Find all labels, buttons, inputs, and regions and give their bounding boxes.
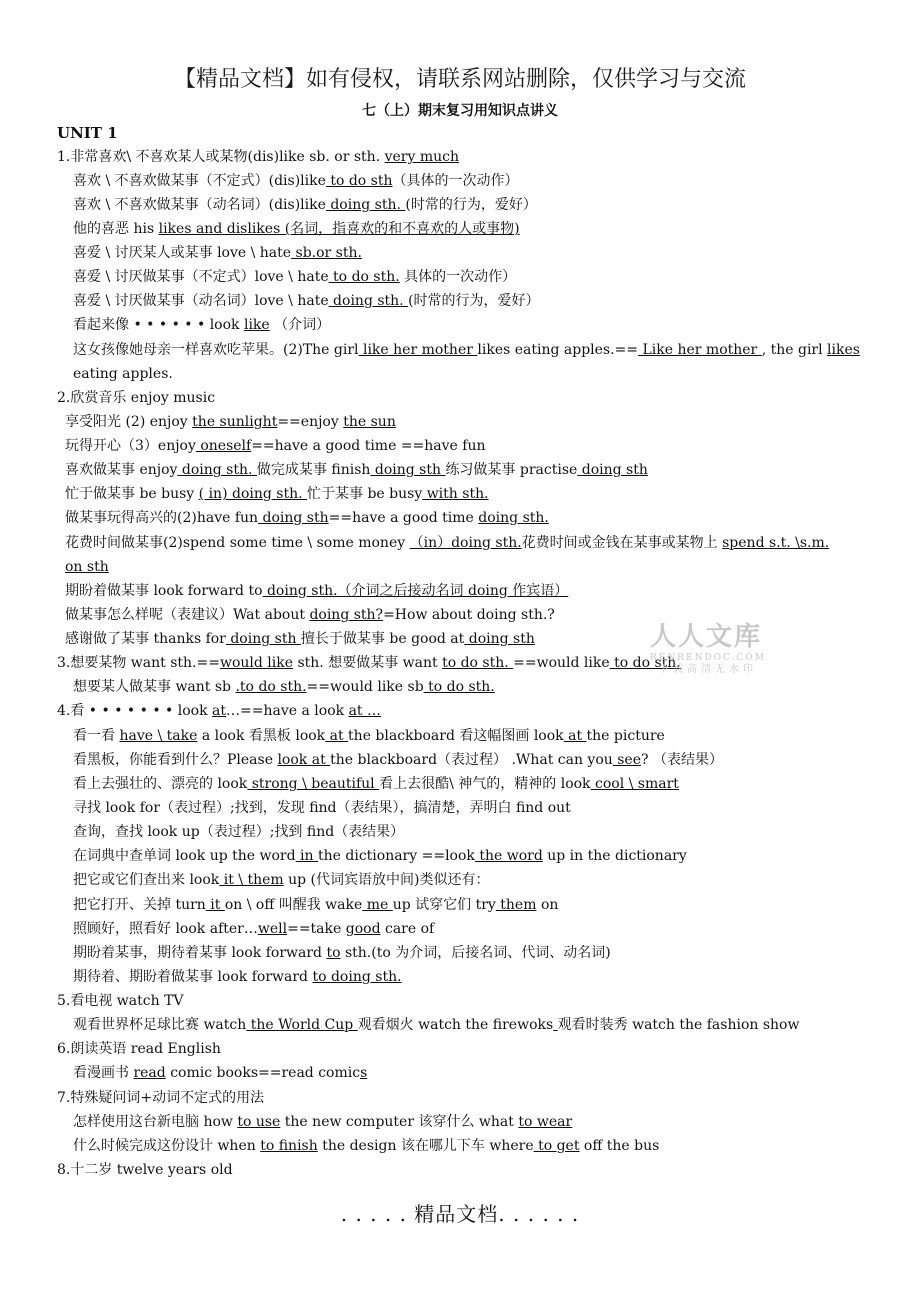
note-line	[65, 485, 489, 503]
text-segment: the blackboard 看这幅图画 look	[348, 728, 564, 744]
text-segment: 忙于某事 be busy	[307, 486, 423, 502]
underlined-text: to do sth.	[609, 655, 681, 671]
text-segment: 看上去强壮的、漂亮的 look	[73, 776, 248, 792]
underlined-text: doing sth.	[328, 293, 409, 309]
text-segment: 想要某人做某事 want sb	[73, 679, 236, 695]
underlined-text: doing sth	[258, 510, 329, 526]
text-segment: 做某事玩得高兴的(2)have fun	[65, 510, 259, 526]
text-segment: 做某事怎么样呢（表建议）Wat about	[65, 607, 310, 623]
text-segment: （具体的一次动作）	[392, 173, 519, 189]
text-segment: ==would like	[513, 655, 610, 671]
text-segment: 花费时间做某事(2)spend some time \ some money	[65, 535, 410, 551]
underlined-text: to get	[533, 1138, 580, 1154]
underlined-text: oneself	[195, 438, 252, 454]
note-line	[73, 341, 860, 359]
text-segment: 喜欢 \ 不喜欢做某事（动名词）(dis)like	[73, 197, 326, 213]
text-segment: 2.欣赏音乐 enjoy music	[57, 390, 216, 406]
underlined-text: to finish	[260, 1138, 318, 1154]
underlined-text: doing sth	[370, 462, 446, 478]
text-segment: ==have a good time	[328, 510, 479, 526]
underlined-text: have \ take	[119, 728, 198, 744]
note-line	[57, 389, 215, 407]
text-segment: 这女孩像她母亲一样喜欢吃苹果。(2)The girl	[73, 342, 359, 358]
text-segment: the picture	[586, 728, 665, 744]
note-line	[73, 896, 558, 914]
underlined-text: the word	[474, 848, 543, 864]
text-segment: 5.看电视 watch TV	[57, 993, 184, 1009]
underlined-text: doing sth.	[325, 197, 406, 213]
unit-heading: UNIT 1	[57, 124, 118, 142]
underlined-text: to do sth	[325, 173, 393, 189]
underlined-text: well	[257, 921, 288, 937]
underlined-text: doing sth.（介词之后接动名词 doing 作宾语）	[262, 583, 569, 599]
text-segment: 喜欢 \ 不喜欢做某事（不定式）(dis)like	[73, 173, 326, 189]
underlined-text: the World Cup	[246, 1017, 358, 1033]
note-line	[73, 727, 665, 745]
text-segment: comic books==read comic	[165, 1065, 361, 1081]
text-segment: 喜爱 \ 讨厌某人或某事 love \ hate	[73, 245, 292, 261]
text-segment: 6.朗读英语 read English	[57, 1041, 221, 1057]
underlined-text: doing sth?	[309, 607, 384, 623]
underlined-text: at	[212, 703, 227, 719]
underlined-text: to wear	[518, 1114, 573, 1130]
note-line	[73, 196, 537, 214]
note-line	[73, 292, 540, 310]
underlined-text: at	[563, 728, 587, 744]
text-segment: 期待着、期盼着做某事 look forward	[73, 969, 313, 985]
text-segment: 什么时候完成这份设计 when	[73, 1138, 261, 1154]
note-line	[73, 244, 362, 262]
note-line	[73, 1137, 659, 1155]
underlined-text: strong \ beautiful	[247, 776, 380, 792]
text-segment: 做完成某事 finish	[256, 462, 371, 478]
underlined-text: good	[345, 921, 381, 937]
underlined-text: to do sth.	[328, 269, 400, 285]
underlined-text: it \ them	[219, 872, 284, 888]
text-segment: 在词典中查单词 look up the word	[73, 848, 296, 864]
text-segment: the new computer 该穿什么 what	[280, 1114, 519, 1130]
text-segment: 具体的一次动作）	[399, 269, 517, 285]
note-line	[57, 148, 459, 166]
underlined-text: likes and dislikes (名词，指喜欢的和不喜欢的人或事物)	[158, 221, 520, 237]
underlined-text: .to do sth.	[235, 679, 307, 695]
watermark-tagline: 下载高清无水印	[658, 664, 757, 675]
underlined-text: it	[205, 897, 225, 913]
note-line	[65, 413, 396, 431]
text-segment: (时常的行为，爱好）	[408, 293, 540, 309]
text-segment: （介词）	[269, 317, 331, 333]
note-line	[57, 992, 184, 1010]
note-line	[73, 920, 434, 938]
text-segment: ==take	[287, 921, 346, 937]
underlined-text: like her mother	[358, 342, 478, 358]
note-line	[73, 799, 571, 817]
underlined-text: cool \ smart	[590, 776, 679, 792]
underlined-text: ( in) doing sth.	[198, 486, 308, 502]
text-segment: 看上去很酷\ 神气的，精神的 look	[379, 776, 591, 792]
underlined-text: with sth.	[422, 486, 489, 502]
text-segment: likes eating apples.==	[477, 342, 639, 358]
text-segment: …==have a look	[226, 703, 349, 719]
text-segment: 把它打开、关掉 turn	[73, 897, 206, 913]
text-segment: =How about doing sth.?	[383, 607, 555, 623]
note-line	[73, 823, 404, 841]
text-segment: the design 该在哪儿下车 where	[317, 1138, 534, 1154]
text-segment: 寻找 look for（表过程）;找到，发现 find（表结果），搞清楚，弄明白 find out	[73, 800, 571, 816]
underlined-text: sb.or sth.	[291, 245, 362, 261]
note-line	[73, 316, 330, 334]
text-segment: ==would like sb	[306, 679, 424, 695]
underlined-text: the sun	[343, 414, 396, 430]
text-segment: sth.(to 为介词，后接名词、代词、动名词)	[340, 945, 611, 961]
note-line	[65, 461, 648, 479]
note-line	[57, 1089, 264, 1107]
note-line	[73, 1016, 799, 1034]
text-segment: up (代词宾语放中间)类似还有：	[283, 872, 490, 888]
text-segment: 期盼着做某事 look forward to	[65, 583, 263, 599]
underlined-text: doing sth.	[177, 462, 257, 478]
copyright-banner: 【精品文档】如有侵权，请联系网站删除，仅供学习与交流	[173, 67, 746, 92]
note-line	[73, 220, 520, 238]
text-segment: 看黑板，你能看到什么？Please	[73, 752, 278, 768]
note-line	[73, 751, 723, 769]
note-line	[73, 847, 687, 865]
page-footer: . . . . . 精品文档. . . . . .	[340, 1202, 580, 1226]
note-line	[73, 968, 402, 986]
text-segment: ==have a good time ==have fun	[251, 438, 486, 454]
text-segment: up in the dictionary	[542, 848, 687, 864]
underlined-text: see	[612, 752, 641, 768]
underlined-text: to use	[237, 1114, 281, 1130]
underlined-text: in	[295, 848, 318, 864]
underlined-text: at	[325, 728, 349, 744]
text-segment: off the bus	[579, 1138, 660, 1154]
text-segment: 看漫画书	[73, 1065, 134, 1081]
text-segment: , the girl	[761, 342, 828, 358]
text-segment: the blackboard（表过程） .What can you	[330, 752, 613, 768]
document-title: 七（上）期末复习用知识点讲义	[362, 103, 558, 119]
note-line	[65, 558, 109, 576]
underlined-text: to do sth.	[423, 679, 495, 695]
underlined-text: s	[360, 1065, 368, 1081]
text-segment: eating apples.	[73, 366, 173, 382]
text-segment: ? （表结果）	[641, 752, 723, 768]
text-segment: 观看时装秀 watch the fashion show	[557, 1017, 800, 1033]
note-line	[65, 630, 535, 648]
text-segment: on \ off 叫醒我 wake	[224, 897, 363, 913]
text-segment: 感谢做了某事 thanks for	[65, 631, 226, 647]
note-line	[73, 1113, 572, 1131]
text-segment: 查询，查找 look up（表过程）;找到 find（表结果）	[73, 824, 405, 840]
underlined-text: doing sth	[225, 631, 301, 647]
underlined-text: likes	[827, 342, 860, 358]
text-segment: 3.想要某物 want sth.==	[57, 655, 220, 671]
text-segment: 4.看 • • • • • • • look	[57, 703, 213, 719]
note-line	[73, 944, 611, 962]
text-segment: the dictionary ==look	[318, 848, 475, 864]
underlined-text: look at	[277, 752, 331, 768]
note-line	[57, 654, 681, 672]
underlined-text: doing sth	[464, 631, 535, 647]
text-segment: 看起来像 • • • • • • look	[73, 317, 244, 333]
underlined-text: them	[495, 897, 537, 913]
text-segment: 享受阳光 (2) enjoy	[65, 414, 193, 430]
text-segment: 观看世界杯足球比赛 watch	[73, 1017, 247, 1033]
text-segment: on	[536, 897, 559, 913]
text-segment: 怎样使用这台新电脑 how	[73, 1114, 238, 1130]
underlined-text: at …	[348, 703, 382, 719]
note-line	[65, 534, 829, 552]
text-segment: up 试穿它们 try	[392, 897, 496, 913]
watermark-url: RENRENDOC.COM	[650, 653, 766, 663]
text-segment: 玩得开心（3）enjoy	[65, 438, 196, 454]
note-line	[73, 678, 495, 696]
text-segment: a look 看黑板 look	[197, 728, 326, 744]
underlined-text: like	[243, 317, 270, 333]
underlined-text: to	[326, 945, 341, 961]
underlined-text: to doing sth.	[312, 969, 402, 985]
note-line	[73, 775, 679, 793]
note-line	[65, 582, 568, 600]
note-line	[65, 437, 486, 455]
watermark-logo: 人人文库	[650, 622, 763, 652]
text-segment: 期盼着某事，期待着某事 look forward	[73, 945, 327, 961]
underlined-text: me	[362, 897, 393, 913]
text-segment: 他的喜恶 his	[73, 221, 159, 237]
note-line	[73, 1064, 367, 1082]
underlined-text: to do sth.	[442, 655, 514, 671]
note-line	[65, 509, 549, 527]
text-segment: 看一看	[73, 728, 120, 744]
underlined-text: would like	[219, 655, 294, 671]
text-segment: 把它或它们查出来 look	[73, 872, 220, 888]
text-segment: 喜爱 \ 讨厌做某事（不定式）love \ hate	[73, 269, 329, 285]
note-line	[65, 606, 555, 624]
note-line	[73, 172, 519, 190]
note-line	[57, 1161, 233, 1179]
underlined-text: doing sth.	[478, 510, 549, 526]
text-segment: 照顾好，照看好 look after…	[73, 921, 258, 937]
watermark	[650, 622, 766, 676]
note-line	[73, 268, 516, 286]
underlined-text: read	[133, 1065, 166, 1081]
text-segment: 练习做某事 practise	[445, 462, 578, 478]
note-line	[57, 1040, 221, 1058]
underlined-text: doing sth	[577, 462, 648, 478]
text-segment: 1.非常喜欢\ 不喜欢某人或某物(dis)like sb. or sth.	[57, 149, 385, 165]
underlined-text: the sunlight	[192, 414, 278, 430]
note-line	[73, 871, 489, 889]
underlined-text: spend s.t. \s.m.	[722, 535, 830, 551]
underlined-text: on sth	[65, 559, 109, 575]
text-segment: 观看烟火 watch the firewoks	[357, 1017, 554, 1033]
underlined-text: very much	[384, 149, 459, 165]
text-segment: 花费时间或金钱在某事或某物上	[521, 535, 723, 551]
text-segment: 喜欢做某事 enjoy	[65, 462, 178, 478]
text-segment: 擅长于做某事 be good at	[300, 631, 465, 647]
text-segment: (时常的行为，爱好）	[405, 197, 537, 213]
text-segment: ==enjoy	[277, 414, 344, 430]
underlined-text: （in）doing sth.	[409, 535, 522, 551]
text-segment: care of	[380, 921, 435, 937]
text-segment: sth. 想要做某事 want	[293, 655, 443, 671]
note-line	[57, 702, 381, 720]
underlined-text: Like her mother	[638, 342, 762, 358]
text-segment: 忙于做某事 be busy	[65, 486, 199, 502]
note-line	[73, 365, 173, 383]
text-segment: 喜爱 \ 讨厌做某事（动名词）love \ hate	[73, 293, 329, 309]
text-segment: 7.特殊疑问词+动词不定式的用法	[57, 1090, 265, 1106]
text-segment: 8.十二岁 twelve years old	[57, 1162, 233, 1178]
